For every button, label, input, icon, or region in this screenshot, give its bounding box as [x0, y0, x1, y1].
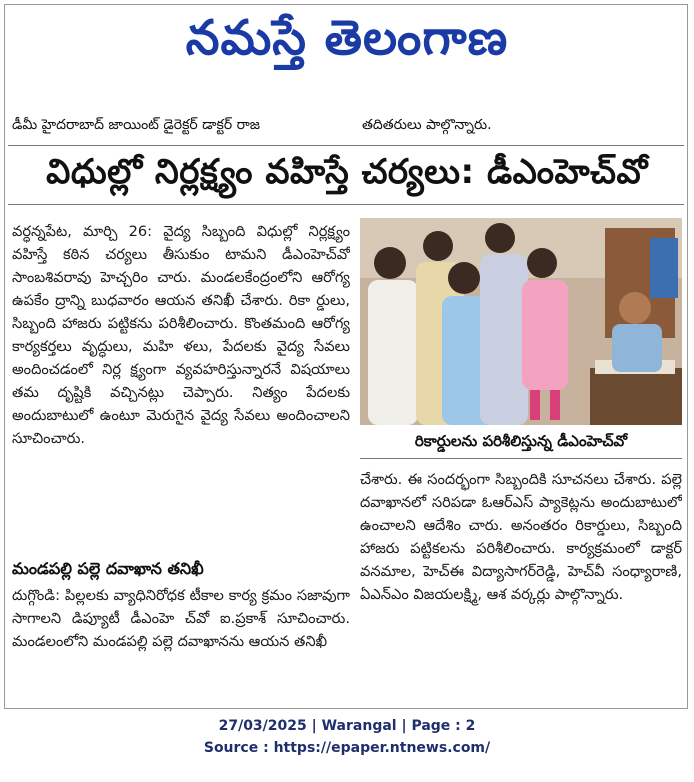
- article-subheading: మండపల్లి పల్లె దవాఖాన తనిఖీ: [12, 559, 204, 578]
- news-photo: [360, 218, 682, 425]
- article-paragraph: వర్ధన్నపేట, మార్చి 26: వైద్య సిబ్బంది విధుల్లో నిర్లక్ష్యం వహిస్తే కఠిన చర్యలు తీసుకుం టామని డీఎంహెచ్‌వో సాంబశివరావు హెచ్చరిం చారు. మండలకేంద్రంలోని ఆరోగ్య ఉపకేం ద్రాన్ని బుధవారం ఆయన తనిఖీ చేశారు. రికా ర్డులు, సిబ్బంది హాజరు పట్టికను పరిశీలించారు. కొంతమంది ఆరోగ్య కార్యకర్తలు వృద్ధులు, మహి ళలు, పేదలకు వైద్య సేవలు అందించడంలో నిర్ల క్ష్యంగా వ్యవహరిస్తున్నారనే విషయాలు తమ దృష్టికి వచ్చినట్లు చెప్పారు. నిత్యం పేదలకు అందుబాటులో ఉంటూ మెరుగైన వైద్య సేవలు అందించాలని సూచించారు.: [12, 223, 350, 447]
- photo-caption: రికార్డులను పరిశీలిస్తున్న డీఎంహెచ్‌వో: [414, 432, 628, 450]
- caption-divider: [360, 458, 682, 459]
- article-paragraph-3: చేశారు. ఈ సందర్భంగా సిబ్బందికి సూచనలు చేశారు. పల్లె దవాఖానలో సరిపడా ఓఆర్ఎస్ ప్యాకెట్లను అందుబాటులో ఉంచాలని ఆదేశిం చారు. అనంతరం రికార్డులు, సిబ్బంది హాజరు పట్టికలను పరిశీలించారు. కార్యక్రమంలో డాక్టర్ వనమాల, హెచ్ఈ విద్యాసాగర్‌రెడ్డి, హెచ్‌వీ సంధ్యారాణి, ఏఎన్ఎం విజయలక్ష్మి, ఆశ వర్కర్లు పాల్గొన్నారు.: [360, 471, 682, 603]
- previous-article-left-line: డీమీ హైదరాబాద్ జాయింట్ డైరెక్టర్ డాక్టర్ రాజ: [12, 117, 260, 133]
- article-column-1-continued: [12, 584, 350, 696]
- previous-article-right-line: తదితరులు పాల్గొన్నారు.: [362, 117, 492, 133]
- photo-illustration: [360, 218, 682, 425]
- article-column-2: [360, 468, 682, 698]
- article-column-1: [12, 220, 350, 540]
- headline-divider: [8, 204, 684, 205]
- footer-source-line: Source : https://epaper.ntnews.com/: [203, 740, 491, 756]
- article-headline: విధుల్లో నిర్లక్ష్యం వహిస్తే చర్యలు: డీఎంహెచ్‌వో: [46, 152, 648, 192]
- section-divider: [8, 145, 684, 146]
- article-paragraph-2: దుగ్గొండి: పిల్లలకు వ్యాధినిరోధక టీకాల కార్య క్రమం సజావుగా సాగాలని డిప్యూటీ డీఎంహె చ్‌వో ఐ.ప్రకాశ్ సూచించారు. మండలంలోని మండపల్లి పల్లె దవాఖానను ఆయన తనిఖీ: [12, 587, 350, 650]
- newspaper-masthead: నమస్తే తెలంగాణ: [185, 10, 509, 66]
- footer-date-line: 27/03/2025 | Warangal | Page : 2: [218, 718, 476, 734]
